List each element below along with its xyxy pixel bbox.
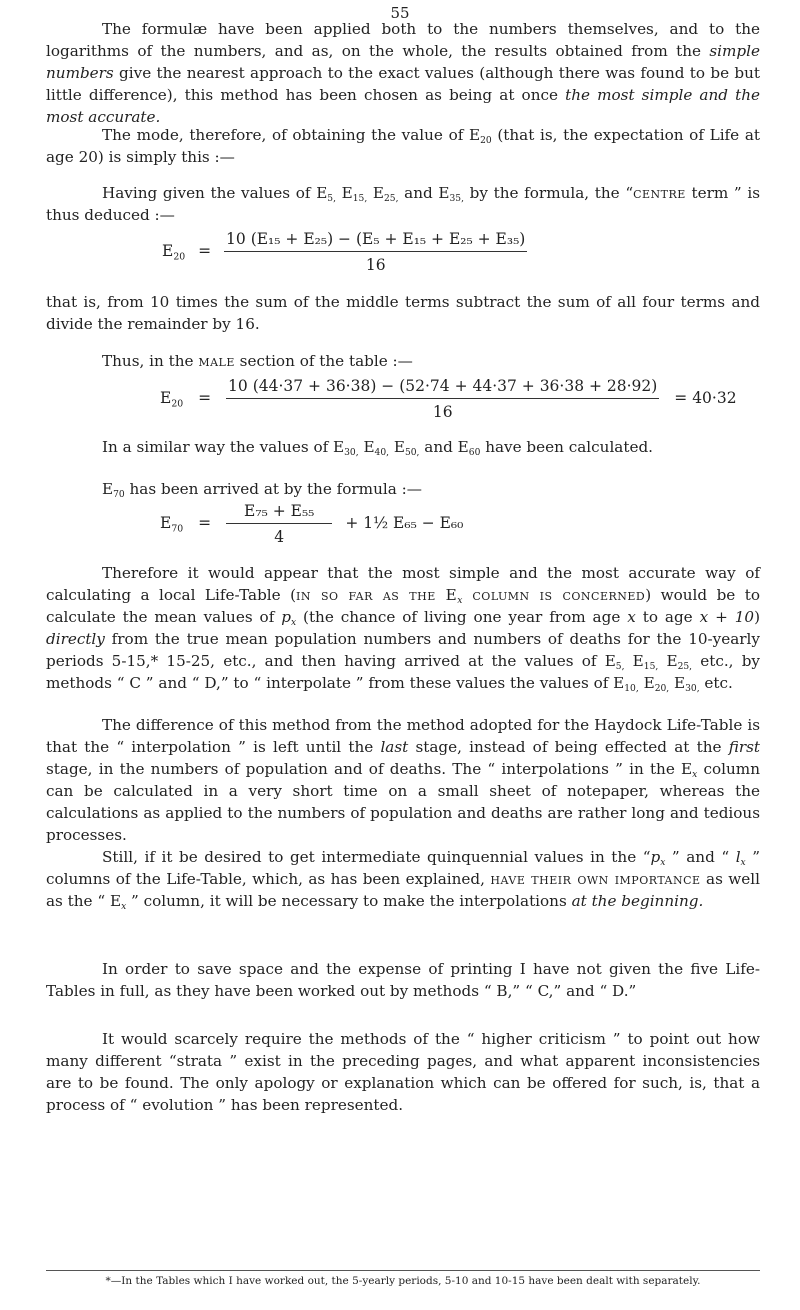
formula-equals: = xyxy=(198,514,212,532)
paragraph-that-is: that is, from 10 times the sum of the middle terms subtract the sum of all four terms and divide the remainder by 16. xyxy=(46,293,760,333)
formula-fraction xyxy=(226,377,659,421)
formula-fraction xyxy=(226,502,332,546)
formula-e70 xyxy=(160,502,463,546)
paragraph-e70: $E_{70}$ has been arrived at by the formula :— xyxy=(102,480,422,501)
formula-male-example xyxy=(160,377,762,421)
page-number: 55 xyxy=(390,4,410,22)
formula-numerator: E₇₅ + E₅₅ xyxy=(226,502,332,524)
formula-numerator: 10 (44·37 + 36·38) − (52·74 + 44·37 + 36·38 + 28·92) xyxy=(226,377,659,399)
paragraph-higher-criticism: It would scarcely require the methods of the “ higher criticism ” to point out how many different “strata ” exist in the preceding pages, and what apparent inconsistencies are to be found. The only apology or explanation which can be offered for such, is, that a process of “ evolution ” has been represented. xyxy=(46,1030,760,1114)
paragraph-formulae-applied: The formulæ have been applied both to the numbers themselves, and to the logarithms of the numbers, and as, on the whole, the results obtained from the simple numbers give the nearest approach to the exact values (although there was found to be but little difference), this method has been chosen as being at once the most simple and the most accurate. xyxy=(46,20,760,126)
paragraph-save-space: In order to save space and the expense of printing I have not given the five Life-Tables in full, as they have been worked out by methods “ B,” “ C,” and “ D.” xyxy=(46,960,760,1000)
footnote: *—In the Tables which I have worked out, the 5-yearly periods, 5-10 and 10-15 have been dealt with separately. xyxy=(46,1270,760,1287)
formula-denominator: 4 xyxy=(274,528,285,546)
formula-fraction xyxy=(224,230,527,274)
formula-equals: = xyxy=(198,389,212,407)
formula-denominator: 16 xyxy=(365,256,386,274)
formula-lhs: $E_{20}$ xyxy=(162,242,186,263)
formula-lhs: $E_{70}$ xyxy=(160,514,184,535)
paragraph-difference: The difference of this method from the method adopted for the Haydock Life-Table is that the “ interpolation ” is left until the last stage, instead of being effected at the first stage, in the numbers of population and of deaths. The “ interpolations ” in the $E_x$ column can be calculated in a very short time on a small sheet of notepaper, whereas the calculations as applied to the numbers of population and deaths are rather long and tedious processes. xyxy=(46,716,760,844)
paragraph-mode-obtaining: The mode, therefore, of obtaining the value of $E_{20}$ (that is, the expectation of Life at age 20) is simply this :— xyxy=(46,126,760,166)
formula-equals: = xyxy=(198,242,212,260)
formula-lhs: $E_{20}$ xyxy=(160,389,184,410)
paragraph-still: Still, if it be desired to get intermediate quinquennial values in the “$p_x$ ” and “ $l_x$ ” columns of the Life-Table, which, as has been explained, have their own importance as well as the “ $E_x$ ” column, it will be necessary to make the interpolations at the beginning. xyxy=(46,848,761,913)
formula-rest: + 1½ E₆₅ − E₆₀ xyxy=(345,514,464,532)
formula-centre-term xyxy=(162,230,527,274)
paragraph-thus-male: Thus, in the male section of the table :— xyxy=(102,352,413,370)
formula-denominator: 16 xyxy=(432,403,453,421)
paragraph-having-given: Having given the values of $E_{5,}$ $E_{15,}$ $E_{25,}$ and $E_{35,}$ by the formula, the “centre term ” is thus deduced :— xyxy=(46,184,760,224)
formula-numerator: 10 (E₁₅ + E₂₅) − (E₅ + E₁₅ + E₂₅ + E₃₅) xyxy=(224,230,527,252)
paragraph-similar-way: In a similar way the values of $E_{30,}$ $E_{40,}$ $E_{50,}$ and $E_{60}$ have been calculated. xyxy=(102,438,653,459)
formula-result: = 40·32 xyxy=(674,389,737,407)
paragraph-therefore: Therefore it would appear that the most simple and the most accurate way of calculating a local Life-Table (in so far as the $E_x$ column is concerned) would be to calculate the mean values of $p_x$ (the chance of living one year from age x to age x + 10) directly from the true mean population numbers and numbers of deaths for the 10-yearly periods 5-15,* 15-25, etc., and then having arrived at the values of $E_{5,}$ $E_{15,}$ $E_{25,}$ etc., by methods “ C ” and “ D,” to “ interpolate ” from these values the values of $E_{10,}$ $E_{20,}$ $E_{30,}$ etc. xyxy=(46,564,760,695)
